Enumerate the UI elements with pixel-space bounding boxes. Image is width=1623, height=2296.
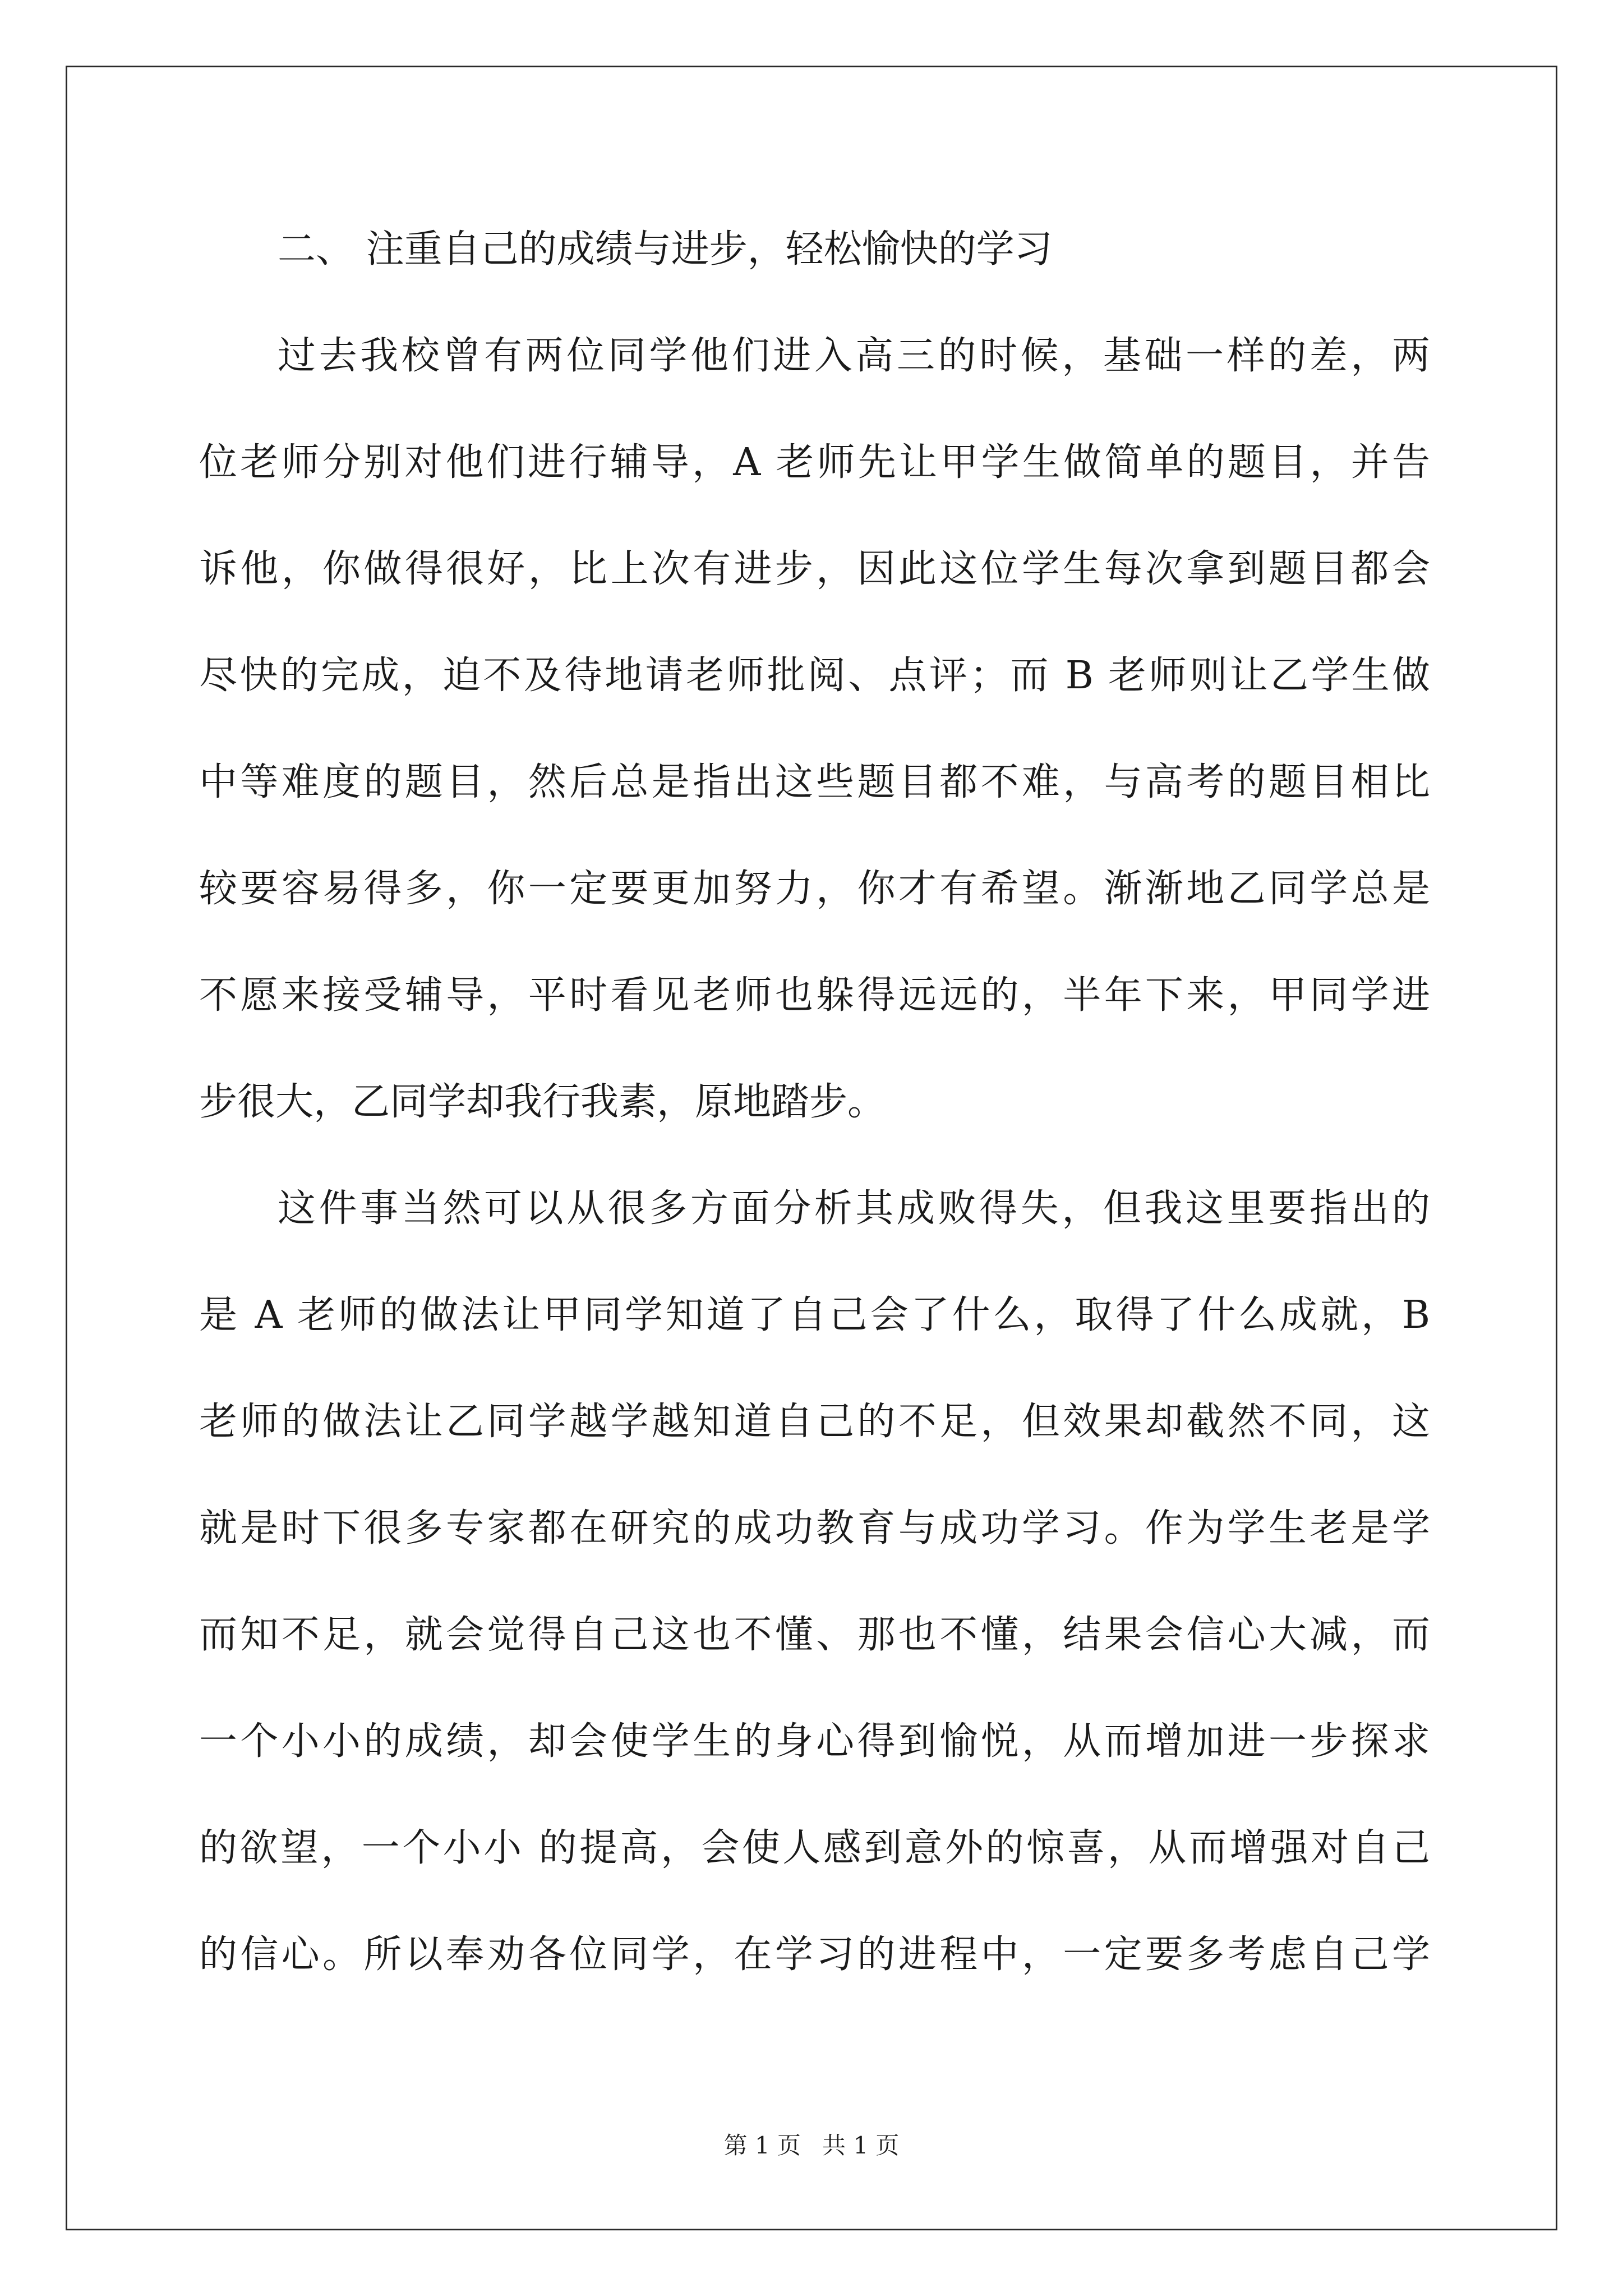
paragraph-line: 这件事当然可以从很多方面分析其成败得失，但我这里要指出的 — [278, 1186, 1430, 1231]
paragraph-line: 而知不足，就会觉得自己这也不懂、那也不懂，结果会信心大减，而 — [199, 1613, 1430, 1657]
paragraph-line: 老师的做法让乙同学越学越知道自己的不足，但效果却截然不同，这 — [199, 1400, 1430, 1444]
page-border — [66, 66, 1557, 2230]
paragraph-line: 诉他，你做得很好，比上次有进步，因此这位学生每次拿到题目都会 — [199, 547, 1430, 591]
page-number-total: 共 1 页 — [822, 2132, 900, 2159]
paragraph-line: 是 A 老师的做法让甲同学知道了自己会了什么，取得了什么成就，B — [199, 1293, 1430, 1337]
paragraph-line: 较要容易得多，你一定要更加努力，你才有希望。渐渐地乙同学总是 — [199, 867, 1430, 911]
page-footer — [0, 2129, 1623, 2162]
paragraph-line: 的信心。所以奉劝各位同学，在学习的进程中，一定要多考虑自己学 — [199, 1932, 1430, 1977]
paragraph-line: 尽快的完成，迫不及待地请老师批阅、点评；而 B 老师则让乙学生做 — [199, 654, 1430, 698]
paragraph-line: 的欲望，一个小小 的提高，会使人感到意外的惊喜，从而增强对自己 — [199, 1826, 1430, 1870]
page-number-current: 第 1 页 — [723, 2132, 801, 2159]
section-heading: 二、 注重自己的成绩与进步，轻松愉快的学习 — [278, 227, 1053, 272]
paragraph-line: 位老师分别对他们进行辅导，A 老师先让甲学生做简单的题目，并告 — [199, 440, 1430, 485]
paragraph-line: 中等难度的题目，然后总是指出这些题目都不难，与高考的题目相比 — [199, 760, 1430, 804]
paragraph-line: 就是时下很多专家都在研究的成功教育与成功学习。作为学生老是学 — [199, 1506, 1430, 1550]
paragraph-line: 过去我校曾有两位同学他们进入高三的时候，基础一样的差，两 — [278, 334, 1430, 378]
paragraph-line: 一个小小的成绩，却会使学生的身心得到愉悦，从而增加进一步探求 — [199, 1719, 1430, 1764]
paragraph-line: 不愿来接受辅导，平时看见老师也躲得远远的，半年下来，甲同学进 — [199, 973, 1430, 1018]
paragraph-line: 步很大，乙同学却我行我素，原地踏步。 — [199, 1080, 886, 1124]
